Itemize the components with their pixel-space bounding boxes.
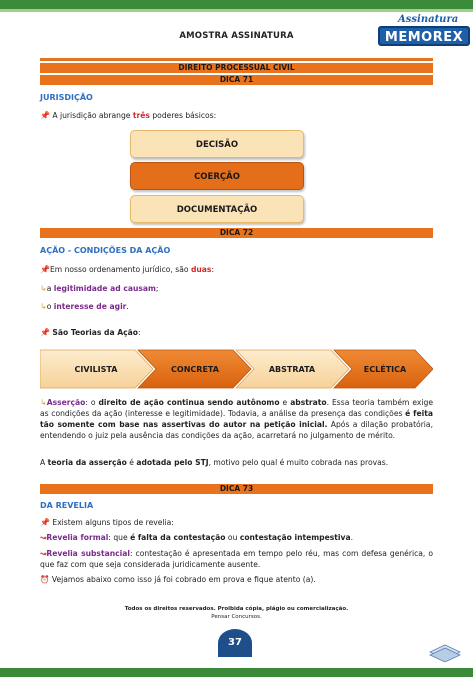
theories-chevron-row xyxy=(40,348,433,390)
page-header-title: AMOSTRA ASSINATURA xyxy=(179,31,294,41)
page-number: 37 xyxy=(218,629,252,657)
revelia-intro: 📌 Existem alguns tipos de revelia: xyxy=(40,518,174,527)
theory-label-concreta: CONCRETA xyxy=(171,365,219,374)
curved-arrow-icon: ↝ xyxy=(40,549,47,558)
power-box-coercao: COERÇÃO xyxy=(130,162,304,190)
pushpin-icon: 📌 xyxy=(40,518,50,527)
pushpin-icon: 📌 xyxy=(40,111,50,120)
bottom-green-bar xyxy=(0,668,473,677)
book-stack-icon xyxy=(428,640,462,662)
corner-arrow-icon: ↳ xyxy=(40,398,47,407)
dica-72-bar: DICA 72 xyxy=(40,228,433,238)
section-title-acao: AÇÃO - CONDIÇÕES DA AÇÃO xyxy=(40,246,171,255)
theory-label-civilista: CIVILISTA xyxy=(74,365,118,374)
corner-arrow-icon: ↳ xyxy=(40,302,47,311)
top-green-bar xyxy=(0,0,473,9)
condition-item-2: ↳o interesse de agir. xyxy=(40,302,129,311)
pushpin-icon: 📌 xyxy=(40,265,50,274)
section-title-jurisdicao: JURISDIÇÃO xyxy=(40,93,93,102)
revelia-closing: ⏰ Vejamos abaixo como isso já foi cobrado em prova e fique atento (a). xyxy=(40,575,316,584)
section-title-revelia: DA REVELIA xyxy=(40,501,94,510)
dica72-intro: 📌Em nosso ordenamento jurídico, são duas: xyxy=(40,265,214,274)
theory-label-ecletica: ECLÉTICA xyxy=(363,365,407,374)
memorex-logo xyxy=(378,14,470,50)
stj-paragraph: A teoria da asserção é adotada pelo STJ, motivo pelo qual é muito cobrada nas provas. xyxy=(40,458,389,467)
alarm-icon: ⏰ xyxy=(40,575,50,584)
top-light-green-bar xyxy=(0,9,473,12)
footer-company: Pensar Concursos. xyxy=(211,614,262,620)
dica-71-bar: DICA 71 xyxy=(40,75,433,85)
footer-rights: Todos os direitos reservados. Proibida cópia, plágio ou comercialização. xyxy=(124,606,349,612)
revelia-formal: ↝Revelia formal: que é falta da contestação ou contestação intempestiva. xyxy=(40,533,354,542)
theory-label-abstrata: ABSTRATA xyxy=(268,365,316,374)
revelia-substancial: ↝Revelia substancial: contestação é apresentada em tempo pelo réu, mas com defesa genérica, o que faz com que seja considerada juridicamente ausente. xyxy=(40,549,434,569)
dica-73-bar: DICA 73 xyxy=(40,484,433,494)
divider-bar xyxy=(40,58,433,61)
condition-item-1: ↳a legitimidade ad causam; xyxy=(40,284,159,293)
subject-bar: DIREITO PROCESSUAL CIVIL xyxy=(40,63,433,73)
logo-brand-text: MEMOREX xyxy=(378,26,470,46)
power-box-documentacao: DOCUMENTAÇÃO xyxy=(130,195,304,223)
dica71-intro: 📌 A jurisdição abrange três poderes básicos: xyxy=(40,111,217,120)
assertion-paragraph: ↳Asserção: o direito de ação continua sendo autônomo e abstrato. Essa teoria também exige as condições da ação (interesse e legitimidade). Todavia, a análise da presença das condições é feita tão somente com base nas assertivas do autor na petição inicial. Após a dilação probatória, entendendo o juiz pela ausência das condições da ação, acarretará no julgamento de mérito. xyxy=(40,398,433,440)
pushpin-icon: 📌 xyxy=(40,328,50,337)
logo-script-text: Assinatura xyxy=(398,14,459,25)
corner-arrow-icon: ↳ xyxy=(40,284,47,293)
curved-arrow-icon: ↝ xyxy=(40,533,47,542)
theories-label: 📌 São Teorias da Ação: xyxy=(40,328,141,337)
power-box-decisao: DECISÃO xyxy=(130,130,304,158)
